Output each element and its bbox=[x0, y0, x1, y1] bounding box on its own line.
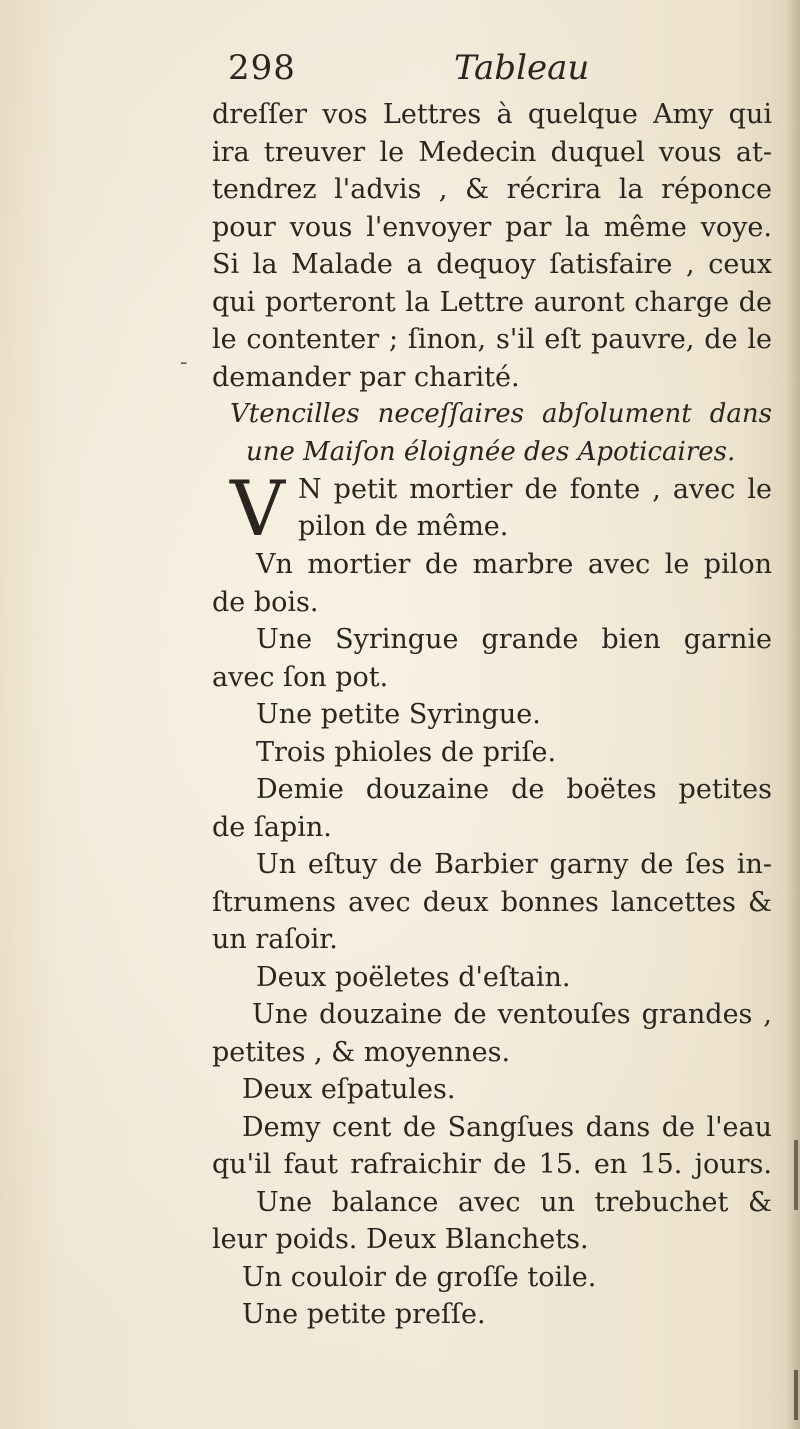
text-line: tendrez l'advis , & récrira la réponce bbox=[212, 174, 772, 205]
item-first-line: Demie douzaine de boëtes petites bbox=[256, 774, 772, 805]
item-first-line: Un couloir de groſſe toile. bbox=[242, 1261, 597, 1293]
margin-dash: - bbox=[180, 350, 188, 375]
list-item bbox=[212, 1296, 772, 1334]
list-item bbox=[212, 621, 772, 696]
page-number: 298 bbox=[228, 48, 296, 88]
item-first-line: Deux eſpatules. bbox=[242, 1074, 456, 1105]
item-continuation: un raſoir. bbox=[212, 924, 338, 955]
section-heading-line1: Vtencilles neceſſaires abſolument dans bbox=[230, 399, 772, 429]
page-edge-mark bbox=[794, 1140, 798, 1210]
text-line: le contenter ; ſinon, s'il eſt pauvre, de le bbox=[212, 324, 772, 355]
dropcap-line2: pilon de même. bbox=[298, 511, 509, 542]
item-continuation: qu'il faut rafraichir de 15. en 15. jours. bbox=[212, 1149, 772, 1180]
item-continuation: ſtrumens avec deux bonnes lancettes & bbox=[212, 886, 772, 918]
dropcap-paragraph bbox=[212, 464, 772, 553]
list-item bbox=[212, 1071, 772, 1109]
text-line: Si la Malade a dequoy ſatisfaire , ceux bbox=[212, 249, 772, 280]
page-header bbox=[228, 48, 758, 92]
text-line: ira treuver le Medecin duquel vous at- bbox=[212, 136, 772, 168]
list-item bbox=[212, 996, 772, 1071]
page-edge-shadow bbox=[786, 0, 800, 1429]
item-first-line: Une petite Syringue. bbox=[256, 699, 541, 730]
list-item bbox=[212, 696, 772, 734]
item-first-line: Demy cent de Sangſues dans de l'eau bbox=[242, 1111, 772, 1143]
list-item bbox=[212, 546, 772, 621]
running-head: Tableau bbox=[454, 48, 590, 88]
item-first-line: Une Syringue grande bien garnie bbox=[256, 624, 772, 655]
list-item bbox=[212, 734, 772, 772]
item-first-line: Trois phioles de priſe. bbox=[256, 736, 557, 768]
page-edge-mark-lower bbox=[794, 1370, 798, 1420]
item-continuation: de ſapin. bbox=[212, 811, 332, 843]
item-continuation: leur poids. Deux Blanchets. bbox=[212, 1224, 589, 1255]
body-text bbox=[212, 96, 772, 1334]
text-line: demander par charité. bbox=[212, 361, 520, 393]
list-item bbox=[212, 1259, 772, 1297]
list-item bbox=[212, 1109, 772, 1184]
item-first-line: Deux poëletes d'eſtain. bbox=[256, 961, 571, 993]
text-line: pour vous l'envoyer par la même voye. bbox=[212, 211, 772, 243]
item-first-line: Vn mortier de marbre avec le pilon bbox=[256, 549, 772, 580]
text-line: qui porteront la Lettre auront charge de bbox=[212, 286, 772, 318]
item-continuation: petites , & moyennes. bbox=[212, 1036, 511, 1068]
item-first-line: Une balance avec un trebuchet & bbox=[256, 1186, 772, 1218]
list-item bbox=[212, 959, 772, 997]
dropcap-letter: V bbox=[230, 464, 285, 553]
list-item bbox=[212, 846, 772, 959]
item-continuation: avec ſon pot. bbox=[212, 661, 389, 693]
text-line: dreſſer vos Lettres à quelque Amy qui bbox=[212, 99, 772, 130]
list-item bbox=[212, 771, 772, 846]
dropcap-line1: N petit mortier de fonte , avec le bbox=[298, 474, 772, 505]
item-continuation: de bois. bbox=[212, 586, 319, 618]
section-heading-line2: une Maiſon éloignée des Apoticaires. bbox=[246, 436, 736, 467]
list-item bbox=[212, 1184, 772, 1259]
item-first-line: Une petite preſſe. bbox=[242, 1299, 486, 1330]
item-first-line: Une douzaine de ventouſes grandes , bbox=[252, 999, 772, 1030]
item-first-line: Un eſtuy de Barbier garny de ſes in- bbox=[256, 849, 772, 880]
